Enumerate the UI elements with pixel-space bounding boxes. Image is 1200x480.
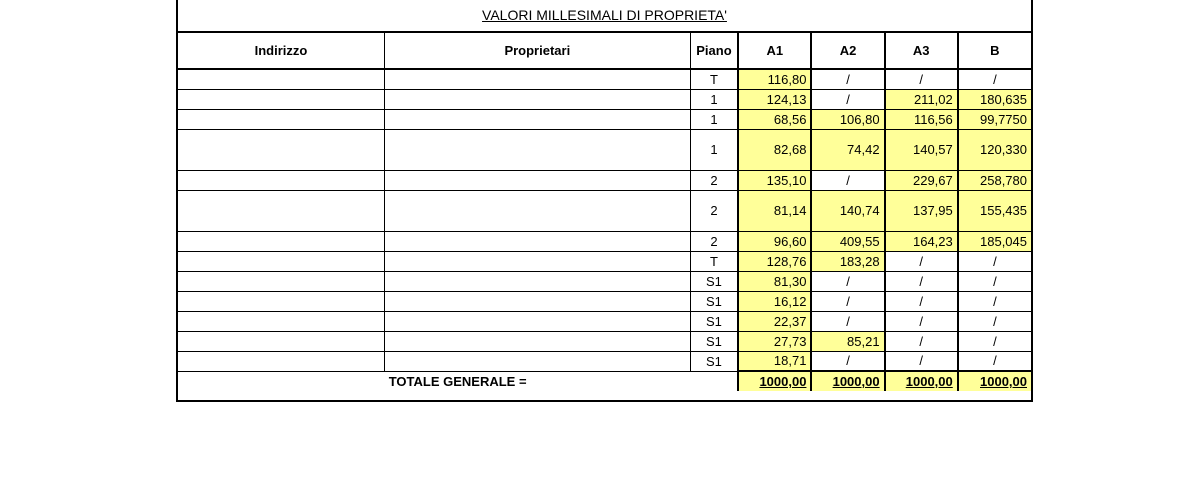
- cell-piano: 2: [690, 190, 738, 231]
- header-piano: Piano: [690, 33, 738, 69]
- cell-a2: /: [811, 311, 884, 331]
- total-label: TOTALE GENERALE =: [178, 371, 738, 391]
- total-a3: 1000,00: [885, 371, 958, 391]
- cell-a3: 164,23: [885, 231, 958, 251]
- cell-proprietari: [384, 69, 690, 89]
- cell-indirizzo: [178, 291, 384, 311]
- cell-indirizzo: [178, 69, 384, 89]
- table-row: [178, 129, 1031, 170]
- cell-b: 155,435: [958, 190, 1031, 231]
- cell-proprietari: [384, 109, 690, 129]
- header-b: B: [958, 33, 1031, 69]
- cell-indirizzo: [178, 109, 384, 129]
- cell-piano: S1: [690, 331, 738, 351]
- cell-piano: T: [690, 69, 738, 89]
- table-row: [178, 69, 1031, 89]
- cell-a3: /: [885, 251, 958, 271]
- table-row: [178, 89, 1031, 109]
- total-a1: 1000,00: [738, 371, 811, 391]
- cell-proprietari: [384, 251, 690, 271]
- cell-b: /: [958, 311, 1031, 331]
- cell-a1: 81,14: [738, 190, 811, 231]
- table-row: [178, 291, 1031, 311]
- cell-proprietari: [384, 271, 690, 291]
- cell-a3: /: [885, 69, 958, 89]
- cell-indirizzo: [178, 89, 384, 109]
- millesimal-table: [178, 33, 1031, 391]
- header-indirizzo: Indirizzo: [178, 33, 384, 69]
- cell-indirizzo: [178, 129, 384, 170]
- cell-a2: /: [811, 69, 884, 89]
- table-row: [178, 311, 1031, 331]
- sheet-title-text: VALORI MILLESIMALI DI PROPRIETA': [482, 7, 727, 23]
- header-a3: A3: [885, 33, 958, 69]
- cell-a3: 137,95: [885, 190, 958, 231]
- cell-piano: 1: [690, 109, 738, 129]
- total-a2: 1000,00: [811, 371, 884, 391]
- cell-proprietari: [384, 311, 690, 331]
- cell-a3: 140,57: [885, 129, 958, 170]
- cell-a3: /: [885, 311, 958, 331]
- cell-indirizzo: [178, 271, 384, 291]
- cell-indirizzo: [178, 311, 384, 331]
- cell-a3: /: [885, 331, 958, 351]
- cell-a3: /: [885, 351, 958, 371]
- cell-a1: 96,60: [738, 231, 811, 251]
- cell-piano: 1: [690, 89, 738, 109]
- table-row: [178, 251, 1031, 271]
- table-body: [178, 69, 1031, 371]
- cell-piano: S1: [690, 351, 738, 371]
- cell-a2: 106,80: [811, 109, 884, 129]
- cell-a2: 183,28: [811, 251, 884, 271]
- table-row: [178, 231, 1031, 251]
- total-row: [178, 371, 1031, 391]
- cell-indirizzo: [178, 351, 384, 371]
- cell-a3: 211,02: [885, 89, 958, 109]
- cell-a2: /: [811, 271, 884, 291]
- cell-a1: 124,13: [738, 89, 811, 109]
- header-a2: A2: [811, 33, 884, 69]
- millesimal-sheet: [176, 0, 1033, 402]
- cell-a3: 116,56: [885, 109, 958, 129]
- cell-b: /: [958, 69, 1031, 89]
- total-b: 1000,00: [958, 371, 1031, 391]
- cell-a1: 22,37: [738, 311, 811, 331]
- cell-piano: 2: [690, 231, 738, 251]
- cell-proprietari: [384, 129, 690, 170]
- cell-a2: /: [811, 291, 884, 311]
- table-row: [178, 190, 1031, 231]
- cell-b: 185,045: [958, 231, 1031, 251]
- cell-indirizzo: [178, 170, 384, 190]
- cell-b: /: [958, 331, 1031, 351]
- cell-piano: S1: [690, 311, 738, 331]
- cell-indirizzo: [178, 251, 384, 271]
- table-row: [178, 109, 1031, 129]
- cell-piano: T: [690, 251, 738, 271]
- cell-a1: 68,56: [738, 109, 811, 129]
- cell-b: 99,7750: [958, 109, 1031, 129]
- cell-proprietari: [384, 89, 690, 109]
- cell-proprietari: [384, 170, 690, 190]
- cell-piano: S1: [690, 271, 738, 291]
- table-row: [178, 170, 1031, 190]
- cell-b: 180,635: [958, 89, 1031, 109]
- cell-proprietari: [384, 231, 690, 251]
- header-a1: A1: [738, 33, 811, 69]
- cell-proprietari: [384, 331, 690, 351]
- cell-a2: 85,21: [811, 331, 884, 351]
- table-row: [178, 331, 1031, 351]
- cell-indirizzo: [178, 231, 384, 251]
- sheet-title: [178, 0, 1031, 33]
- cell-piano: 1: [690, 129, 738, 170]
- table-row: [178, 271, 1031, 291]
- cell-a2: /: [811, 351, 884, 371]
- cell-a3: /: [885, 291, 958, 311]
- cell-a1: 16,12: [738, 291, 811, 311]
- cell-a2: /: [811, 170, 884, 190]
- cell-a1: 135,10: [738, 170, 811, 190]
- cell-b: 258,780: [958, 170, 1031, 190]
- cell-a1: 82,68: [738, 129, 811, 170]
- cell-proprietari: [384, 190, 690, 231]
- cell-indirizzo: [178, 331, 384, 351]
- cell-a1: 27,73: [738, 331, 811, 351]
- cell-b: /: [958, 271, 1031, 291]
- cell-a3: /: [885, 271, 958, 291]
- cell-proprietari: [384, 351, 690, 371]
- cell-a2: 409,55: [811, 231, 884, 251]
- cell-b: /: [958, 251, 1031, 271]
- cell-a1: 81,30: [738, 271, 811, 291]
- cell-a1: 128,76: [738, 251, 811, 271]
- cell-piano: S1: [690, 291, 738, 311]
- cell-b: /: [958, 291, 1031, 311]
- cell-a2: 140,74: [811, 190, 884, 231]
- cell-a1: 18,71: [738, 351, 811, 371]
- cell-b: 120,330: [958, 129, 1031, 170]
- table-row: [178, 351, 1031, 371]
- cell-a1: 116,80: [738, 69, 811, 89]
- cell-indirizzo: [178, 190, 384, 231]
- cell-proprietari: [384, 291, 690, 311]
- table-header-row: [178, 33, 1031, 69]
- cell-a2: /: [811, 89, 884, 109]
- header-proprietari: Proprietari: [384, 33, 690, 69]
- cell-b: /: [958, 351, 1031, 371]
- cell-piano: 2: [690, 170, 738, 190]
- cell-a3: 229,67: [885, 170, 958, 190]
- cell-a2: 74,42: [811, 129, 884, 170]
